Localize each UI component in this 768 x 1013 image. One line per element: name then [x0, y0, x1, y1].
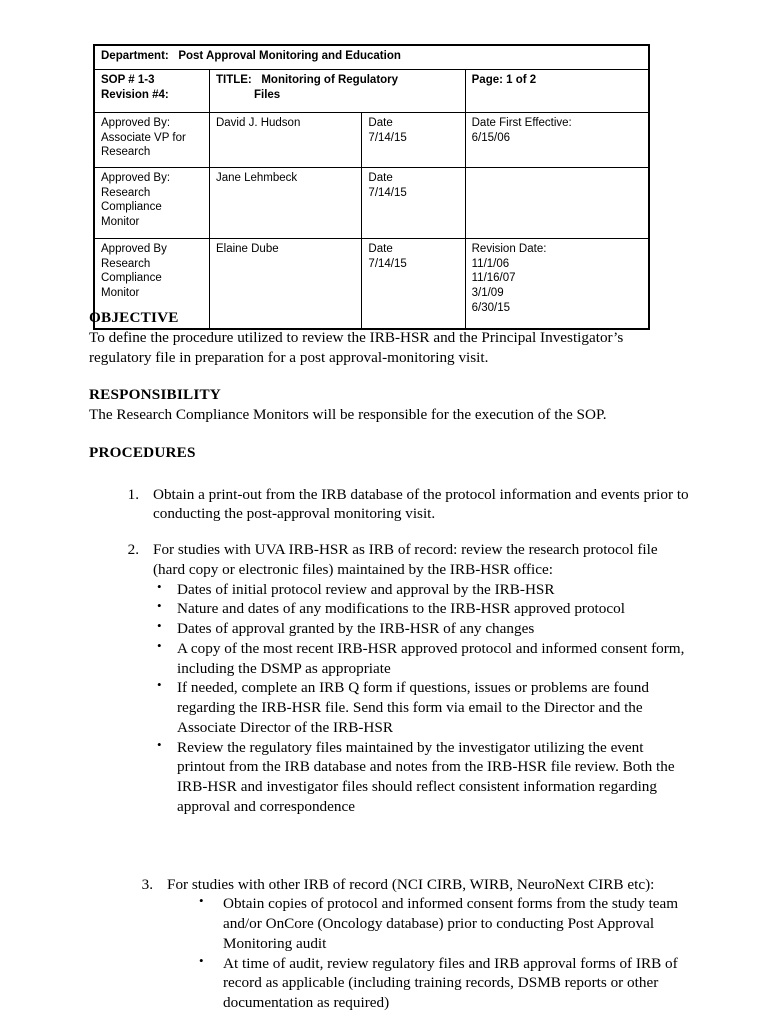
approver-date-cell: [362, 168, 465, 239]
document-body: [89, 308, 689, 1013]
bullet-icon: •: [157, 637, 162, 653]
title-line-1: Monitoring of Regulatory: [261, 74, 399, 86]
procedures-list-continued: [103, 875, 689, 1013]
revision-date-label: Revision Date:: [471, 243, 547, 255]
approver-label: Approved By: [101, 243, 167, 255]
sop-number: SOP # 1-3: [101, 74, 155, 86]
approver-role-line: Research: [101, 257, 151, 270]
approver-name-cell: David J. Hudson: [209, 113, 361, 168]
approver-role-line: Research: [101, 186, 151, 199]
responsibility-heading: RESPONSIBILITY: [89, 386, 221, 404]
approver-role-cell: [94, 113, 209, 168]
sub-bullet-list: [195, 894, 689, 1013]
bullet-icon: •: [157, 677, 162, 693]
list-item: [153, 599, 689, 619]
approver-label: Approved By:: [101, 172, 171, 184]
list-item: [153, 678, 689, 737]
date-label: Date: [368, 172, 393, 184]
responsibility-paragraph: The Research Compliance Monitors will be responsible for the execution of the SOP.: [89, 406, 607, 423]
objective-heading: OBJECTIVE: [89, 309, 179, 326]
approver-name-cell: Elaine Dube: [209, 239, 361, 330]
approver-role-line: Associate VP for: [101, 131, 186, 144]
revision-date-value: 11/16/07: [471, 272, 516, 285]
date-label: Date: [368, 117, 393, 129]
bullet-text: Review the regulatory files maintained by the investigator utilizing the event printout from the IRB database and notes from the IRB-HSR file review. Both the IRB-HSR and investigator files should reflect consistent information regarding approval and correspondence: [177, 738, 675, 815]
approver-role-line: Compliance: [101, 201, 162, 214]
list-item-text: Obtain a print-out from the IRB database of the protocol information and events prior to conducting the post-approval monitoring visit.: [153, 485, 689, 523]
table-row-approver-1: [94, 113, 649, 168]
list-number: 3.: [141, 875, 153, 893]
approver-role-line: Monitor: [101, 287, 140, 300]
table-row-approver-2: [94, 168, 649, 239]
bullet-text: Dates of initial protocol review and approval by the IRB-HSR: [177, 580, 555, 598]
spacer: [89, 463, 689, 485]
date-value: 7/14/15: [368, 131, 407, 144]
approver-role-cell: [94, 168, 209, 239]
list-item: [153, 619, 689, 639]
date-first-effective-cell: [465, 113, 649, 168]
bullet-icon: •: [157, 578, 162, 594]
approver-date-cell: [362, 113, 465, 168]
table-row-department: [94, 45, 649, 70]
department-value: Post Approval Monitoring and Education: [178, 50, 401, 62]
title-line-2: Files: [253, 88, 281, 101]
bullet-text: Nature and dates of any modifications to the IRB-HSR approved protocol: [177, 600, 625, 618]
bullet-text: Dates of approval granted by the IRB-HSR of any changes: [177, 620, 535, 637]
sop-header-table: [93, 44, 650, 330]
list-item: [127, 875, 689, 1013]
list-item: [113, 485, 689, 525]
department-label: Department:: [101, 50, 169, 62]
bullet-text: At time of audit, review regulatory files and IRB approval forms of IRB of record as applicable (including training records, DSMB reports or other documentation as required): [223, 954, 678, 1011]
sop-number-cell: [94, 70, 209, 113]
date-label: Date: [368, 243, 393, 255]
sop-revision: Revision #4:: [101, 88, 169, 101]
bullet-text: Obtain copies of protocol and informed consent forms from the study team and/or OnCore (Oncology database) prior to conducting Post Approval Monitoring audit: [223, 895, 679, 952]
revision-date-value: 3/1/09: [471, 287, 504, 300]
list-item: [195, 894, 689, 953]
revision-date-value: 6/30/15: [471, 301, 510, 314]
bullet-icon: •: [157, 618, 162, 633]
revision-date-value: 11/1/06: [471, 257, 510, 270]
spacer: [89, 425, 689, 443]
list-number: 2.: [127, 541, 139, 558]
approver-role-line: Monitor: [101, 216, 140, 229]
bullet-icon: •: [157, 736, 162, 752]
bullet-icon: •: [199, 952, 204, 968]
list-item-text: For studies with other IRB of record (NCI CIRB, WIRB, NeuroNext CIRB etc):: [167, 875, 655, 893]
list-item: [153, 639, 689, 679]
list-item: [113, 540, 689, 817]
title-label: TITLE:: [215, 74, 252, 86]
list-item: [195, 954, 689, 1013]
date-value: 7/14/15: [368, 257, 407, 270]
list-item: [153, 580, 689, 600]
empty-cell: [465, 168, 649, 239]
date-first-effective-value: 6/15/06: [471, 131, 510, 144]
bullet-text: A copy of the most recent IRB-HSR approved protocol and informed consent form, including the DSMP as appropriate: [177, 639, 685, 677]
bullet-icon: •: [199, 893, 204, 909]
approver-name-cell: Jane Lehmbeck: [209, 168, 361, 239]
bullet-text: If needed, complete an IRB Q form if questions, issues or problems are found regarding the IRB-HSR file. Send this form via email to the Director and the Associate Director of the IRB-HSR: [177, 679, 649, 736]
date-value: 7/14/15: [368, 186, 407, 199]
procedures-heading: PROCEDURES: [89, 443, 196, 461]
sop-title-cell: [209, 70, 465, 113]
bullet-icon: •: [157, 598, 162, 614]
objective-paragraph: To define the procedure utilized to review the IRB-HSR and the Principal Investigator’s regulatory file in preparation for a post approval-monitoring visit.: [89, 328, 624, 366]
department-cell: [94, 45, 649, 70]
approver-role-line: Research: [101, 146, 151, 159]
approver-role-line: Compliance: [101, 272, 162, 285]
sub-bullet-list: [153, 580, 689, 817]
procedures-list: [89, 485, 689, 817]
spacer: [89, 367, 689, 385]
list-item-text: For studies with UVA IRB-HSR as IRB of record: review the research protocol file (hard copy or electronic files) maintained by the IRB-HSR office:: [153, 541, 658, 578]
approver-label: Approved By:: [101, 117, 171, 129]
date-first-effective-label: Date First Effective:: [471, 117, 572, 129]
spacer: [89, 817, 689, 875]
table-row-sop-title-page: [94, 70, 649, 113]
list-item: [153, 738, 689, 817]
list-number: 1.: [127, 485, 139, 503]
page-number-cell: Page: 1 of 2: [465, 70, 649, 113]
